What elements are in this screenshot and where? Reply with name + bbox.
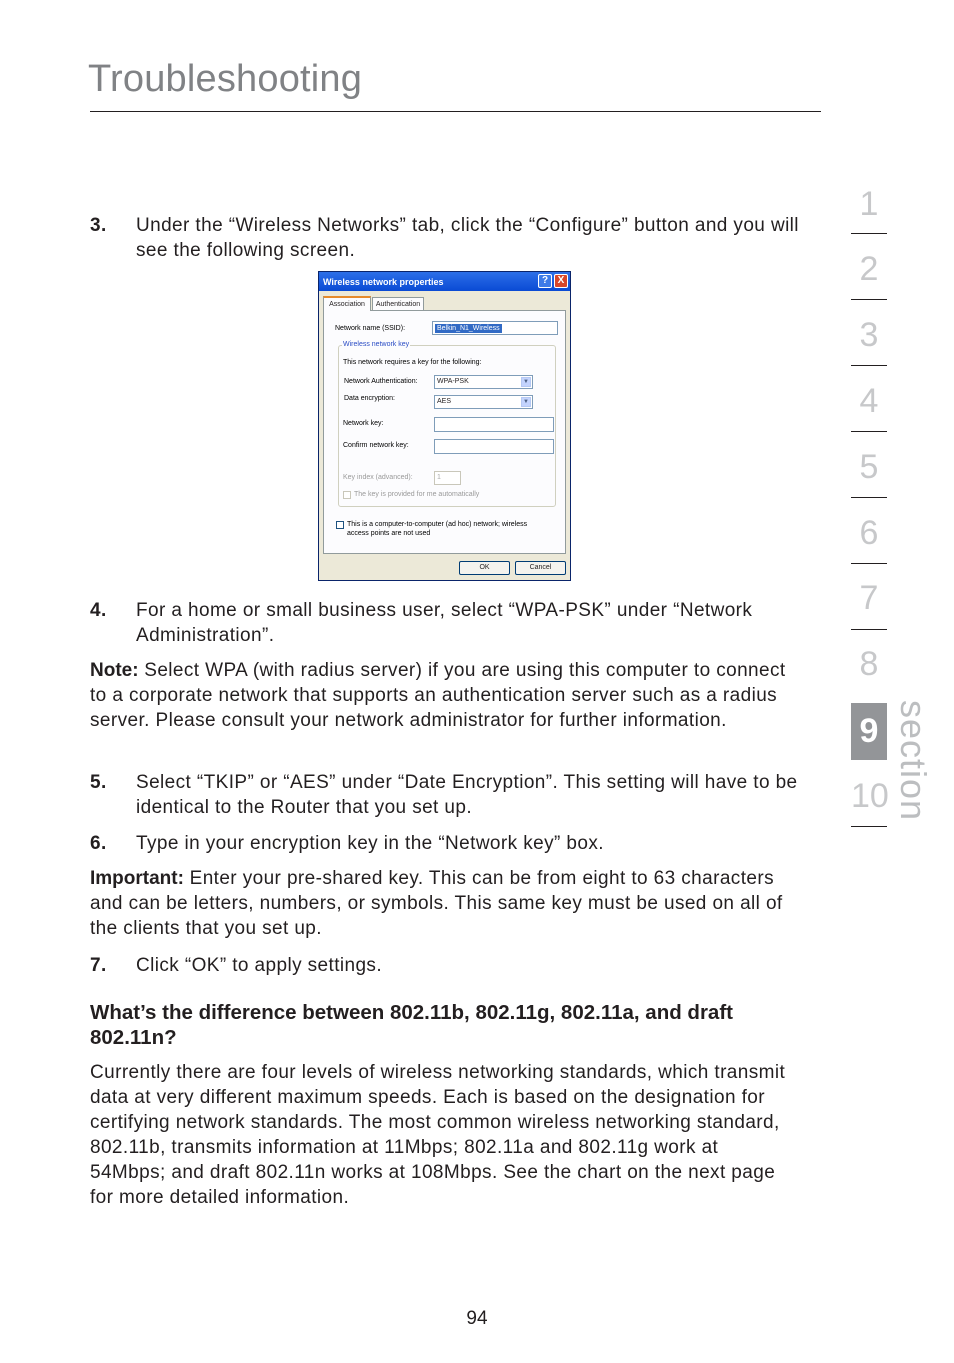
section-number-4[interactable]: 4 [859, 382, 879, 420]
confirm-key-field[interactable] [434, 439, 554, 454]
title-rule [90, 111, 821, 112]
question-body: Currently there are four levels of wireless networking standards, which transmit data at very different maximum speeds. Each is based on the designation for certifying network standards. The most common wireless networking standard, 802.11b, transmits information at 11Mbps; 802.11a and 802.11g work at 54Mbps; and draft 802.11n works at 108Mbps. See the chart on the next page for more detailed information. [90, 1062, 786, 1208]
cancel-button[interactable]: Cancel [515, 561, 566, 575]
step-text: Select “TKIP” or “AES” under “Date Encryption”. This setting will have to be identical to the Router that you set up. [136, 772, 798, 818]
section-number-8[interactable]: 8 [859, 645, 879, 683]
tab-authentication[interactable]: Authentication [372, 297, 424, 310]
dialog-titlebar [319, 272, 570, 291]
encryption-value: AES [437, 398, 452, 405]
ok-button[interactable]: OK [459, 561, 510, 575]
adhoc-label-line2: access points are not used [347, 530, 431, 537]
section-number-3[interactable]: 3 [859, 316, 879, 354]
page-title: Troubleshooting [88, 58, 363, 100]
auto-key-label: The key is provided for me automatically [354, 491, 480, 498]
wireless-properties-dialog [318, 271, 571, 581]
step-6 [90, 831, 800, 856]
step-text: Type in your encryption key in the “Network key” box. [136, 833, 604, 854]
page-number: 94 [466, 1308, 488, 1329]
step-text: For a home or small business user, select “WPA-PSK” under “Network Administration”. [136, 600, 753, 646]
ssid-label: Network name (SSID): [335, 325, 406, 332]
section-number-9-active[interactable]: 9 [859, 712, 879, 750]
step-3 [90, 213, 800, 263]
step-5 [90, 770, 800, 820]
step-number: 5. [90, 772, 107, 793]
important-label: Important: [90, 868, 184, 889]
auto-key-checkbox[interactable] [343, 491, 351, 499]
confirm-key-label: Confirm network key: [343, 442, 409, 449]
close-button[interactable]: X [554, 274, 568, 288]
chevron-down-icon: ▼ [521, 377, 531, 387]
section-rule [851, 629, 887, 630]
chevron-down-icon: ▼ [521, 397, 531, 407]
section-number-10[interactable]: 10 [851, 777, 889, 815]
help-button[interactable]: ? [538, 274, 552, 288]
auth-select[interactable] [434, 375, 533, 389]
key-index-label: Key index (advanced): [343, 474, 413, 481]
step-number: 7. [90, 955, 107, 976]
ssid-value: Belkin_N1_Wireless [437, 325, 500, 332]
ssid-field[interactable] [432, 321, 558, 335]
encryption-select[interactable] [434, 395, 533, 409]
note-label: Note: [90, 660, 139, 681]
step-7 [90, 953, 800, 978]
section-number-6[interactable]: 6 [859, 514, 879, 552]
important-paragraph [90, 866, 800, 941]
section-rule [851, 563, 887, 564]
auth-value: WPA-PSK [437, 378, 469, 385]
step-number: 3. [90, 215, 107, 236]
section-rule [851, 431, 887, 432]
requires-text: This network requires a key for the following: [343, 359, 482, 366]
question-heading: What’s the difference between 802.11b, 802.11g, 802.11a, and draft 802.11n? [90, 1001, 733, 1049]
step-text: Click “OK” to apply settings. [136, 955, 383, 976]
section-number-5[interactable]: 5 [859, 448, 879, 486]
section-word: section [893, 700, 934, 822]
key-index-value: 1 [437, 474, 441, 481]
important-text: Enter your pre-shared key. This can be from eight to 63 characters and can be letters, numbers, or symbols. This same key must be used on all of the clients that you set up. [90, 868, 783, 939]
adhoc-label-line1: This is a computer-to-computer (ad hoc) network; wireless [347, 521, 528, 528]
network-key-field[interactable] [434, 417, 554, 432]
step-text: Under the “Wireless Networks” tab, click the “Configure” button and you will see the following screen. [136, 215, 799, 261]
adhoc-checkbox[interactable] [336, 521, 344, 529]
section-number-1[interactable]: 1 [859, 185, 879, 223]
section-number-7[interactable]: 7 [859, 579, 879, 617]
note-paragraph [90, 658, 800, 733]
tab-association[interactable]: Association [323, 296, 371, 311]
section-number-2[interactable]: 2 [859, 250, 879, 288]
network-key-label: Network key: [343, 420, 384, 427]
step-number: 4. [90, 600, 107, 621]
group-title: Wireless network key [343, 341, 410, 348]
note-text: Select WPA (with radius server) if you are using this computer to connect to a corporate network that supports an authentication server such as a radius server. Please consult your network administrator for further information. [90, 660, 786, 731]
step-number: 6. [90, 833, 107, 854]
section-rule [851, 233, 887, 234]
key-index-spinner[interactable] [434, 471, 461, 485]
section-rule [851, 365, 887, 366]
section-rule [851, 497, 887, 498]
section-rule [851, 299, 887, 300]
dialog-title: Wireless network properties [323, 277, 444, 287]
tab-panel [323, 310, 566, 554]
encryption-label: Data encryption: [344, 395, 395, 402]
step-4 [90, 598, 800, 648]
section-rule [851, 826, 887, 827]
auth-label: Network Authentication: [344, 378, 418, 385]
